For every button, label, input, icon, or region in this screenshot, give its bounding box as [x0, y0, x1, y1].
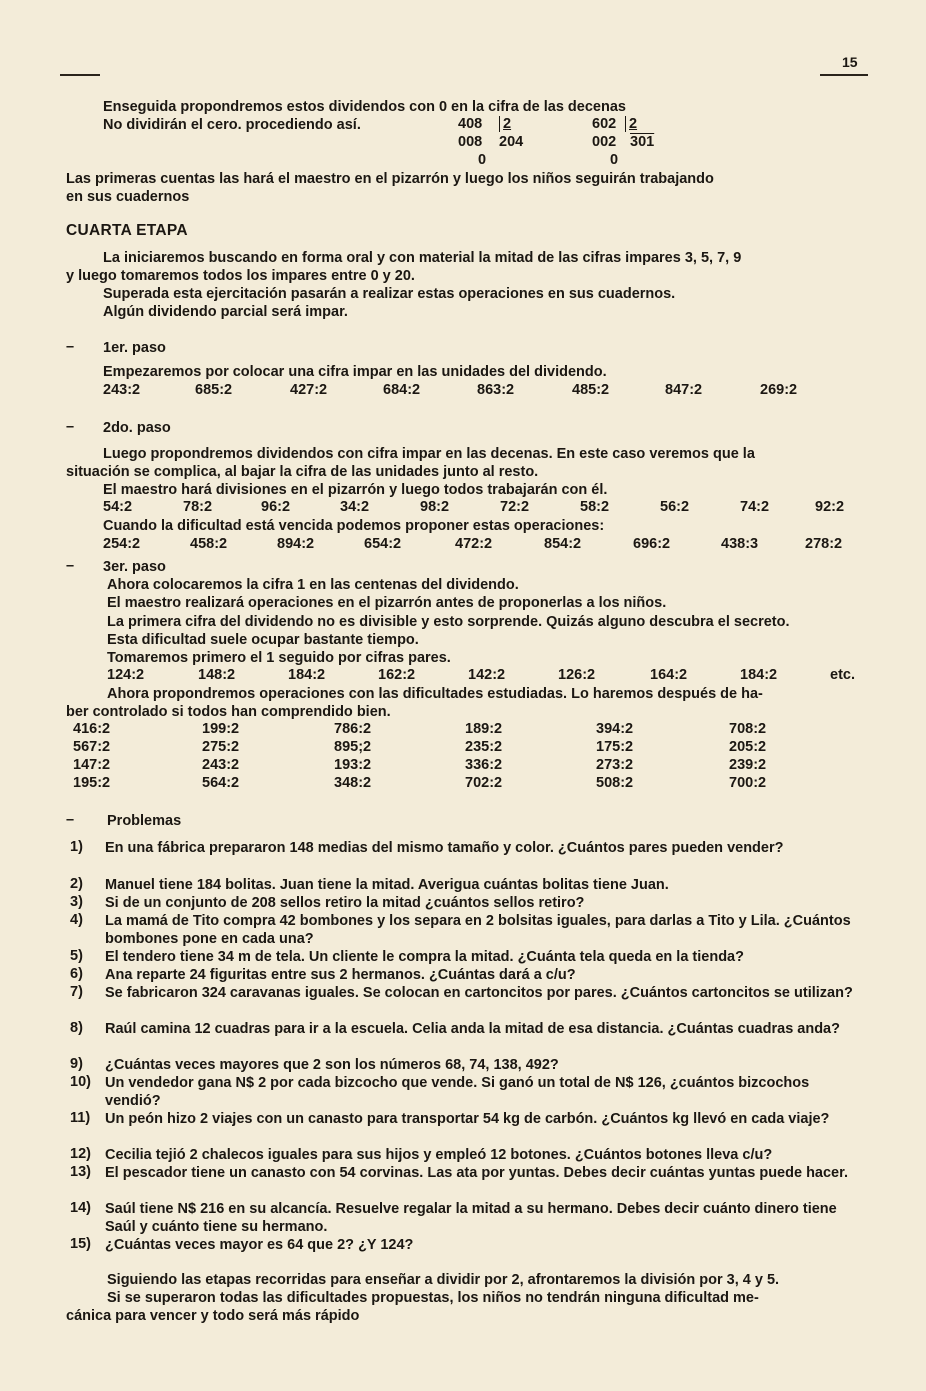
paso2-text-2: situación se complica, al bajar la cifra de las unidades junto al resto. [66, 464, 539, 480]
paso2-op: 92:2 [815, 499, 845, 515]
grid-op: 275:2 [202, 739, 240, 755]
grid-op: 895;2 [334, 739, 372, 755]
div2-quotient: 301 [630, 134, 655, 150]
closing-line-2: Si se superaron todas las dificultades propuestas, los niños no tendrán ninguna dificultad me- [107, 1290, 759, 1306]
problem-text: Saúl tiene N$ 216 en su alcancía. Resuelve regalar la mitad a su hermano. Debes decir cuánto dinero tiene Saúl y cuánto tiene su hermano. [105, 1201, 837, 1235]
problem-number: 3) [70, 894, 83, 910]
paso3-op: 126:2 [558, 667, 596, 683]
section-p3: Algún dividendo parcial será impar. [103, 304, 348, 320]
problem-text: Manuel tiene 184 bolitas. Juan tiene la mitad. Averigua cuántas bolitas tiene Juan. [105, 877, 669, 893]
paso3-op: 162:2 [378, 667, 416, 683]
grid-op: 189:2 [465, 721, 503, 737]
intro-line-1: Enseguida propondremos estos dividendos con 0 en la cifra de las decenas [103, 99, 626, 115]
problem-number: 10) [70, 1074, 91, 1090]
paso2-op: 654:2 [364, 536, 402, 552]
grid-op: 394:2 [596, 721, 634, 737]
paso2-op: 472:2 [455, 536, 493, 552]
problem-number: 1) [70, 839, 83, 855]
grid-op: 564:2 [202, 775, 240, 791]
paso2-title: 2do. paso [103, 420, 171, 436]
problem-text: En una fábrica prepararon 148 medias del mismo tamaño y color. ¿Cuántos pares pueden vender? [105, 840, 784, 856]
page-number: 15 [842, 54, 858, 70]
grid-op: 205:2 [729, 739, 767, 755]
div1-divisor: 2 [499, 116, 525, 132]
section-title: CUARTA ETAPA [66, 222, 188, 239]
paso3-op: etc. [830, 667, 855, 683]
div1-quotient: 204 [499, 134, 524, 150]
grid-op: 348:2 [334, 775, 372, 791]
problem-text: El tendero tiene 34 m de tela. Un cliente le compra la mitad. ¿Cuánta tela queda en la tienda? [105, 949, 744, 965]
paso3-text-6: Ahora propondremos operaciones con las dificultades estudiadas. Lo haremos después de ha- [107, 686, 763, 702]
paso1-op: 685:2 [195, 382, 233, 398]
paso2-op: 72:2 [500, 499, 530, 515]
closing-line-3: cánica para vencer y todo será más rápido [66, 1308, 360, 1324]
grid-op: 175:2 [596, 739, 634, 755]
paso2-op: 458:2 [190, 536, 228, 552]
paso1-op: 485:2 [572, 382, 610, 398]
problemas-title: Problemas [107, 813, 182, 829]
paso3-text-1: Ahora colocaremos la cifra 1 en las centenas del dividendo. [107, 577, 519, 593]
paso3-dash: – [66, 558, 75, 574]
paso2-op: 254:2 [103, 536, 141, 552]
intro-line-4: en sus cuadernos [66, 189, 190, 205]
problem-text: Un peón hizo 2 viajes con un canasto para transportar 54 kg de carbón. ¿Cuántos kg llevó en cada viaje? [105, 1111, 830, 1127]
paso2-op: 34:2 [340, 499, 370, 515]
paso1-op: 847:2 [665, 382, 703, 398]
grid-op: 702:2 [465, 775, 503, 791]
paso2-op: 894:2 [277, 536, 315, 552]
header-rule-right [820, 74, 868, 76]
grid-op: 239:2 [729, 757, 767, 773]
paso1-op: 243:2 [103, 382, 141, 398]
grid-op: 786:2 [334, 721, 372, 737]
paso2-op: 74:2 [740, 499, 770, 515]
section-p1b: y luego tomaremos todos los impares entre 0 y 20. [66, 268, 415, 284]
paso2-op: 54:2 [103, 499, 133, 515]
div2-step: 002 [592, 134, 617, 150]
problem-number: 14) [70, 1200, 91, 1216]
problem-number: 5) [70, 948, 83, 964]
paso3-text-5: Tomaremos primero el 1 seguido por cifras pares. [107, 650, 451, 666]
grid-op: 508:2 [596, 775, 634, 791]
problem-text: El pescador tiene un canasto con 54 corvinas. Las ata por yuntas. Debes decir cuántas yuntas puede hacer. [105, 1165, 848, 1181]
problem-number: 7) [70, 984, 83, 1000]
problemas-dash: – [66, 812, 75, 828]
problem-text: Raúl camina 12 cuadras para ir a la escuela. Celia anda la mitad de esa distancia. ¿Cuántas cuadras anda? [105, 1021, 840, 1037]
grid-op: 700:2 [729, 775, 767, 791]
div1-step: 008 [458, 134, 483, 150]
paso1-op: 684:2 [383, 382, 421, 398]
grid-op: 567:2 [73, 739, 111, 755]
problem-text: Cecilia tejió 2 chalecos iguales para sus hijos y empleó 12 botones. ¿Cuántos botones lleva c/u? [105, 1147, 773, 1163]
problem-number: 13) [70, 1164, 91, 1180]
problem-number: 6) [70, 966, 83, 982]
paso3-op: 142:2 [468, 667, 506, 683]
paso2-op: 98:2 [420, 499, 450, 515]
paso1-dash: – [66, 339, 75, 355]
paso3-op: 184:2 [740, 667, 778, 683]
problem-number: 11) [70, 1110, 91, 1126]
problem-number: 4) [70, 912, 83, 928]
header-rule-left [60, 74, 100, 76]
paso3-text-4: Esta dificultad suele ocupar bastante tiempo. [107, 632, 419, 648]
grid-op: 243:2 [202, 757, 240, 773]
paso3-op: 164:2 [650, 667, 688, 683]
paso2-op: 696:2 [633, 536, 671, 552]
problem-text: La mamá de Tito compra 42 bombones y los separa en 2 bolsitas iguales, para darlas a Tito y Lila. ¿Cuántos bombones pone en cada una? [105, 913, 851, 947]
intro-line-2: No dividirán el cero. procediendo así. [103, 117, 361, 133]
section-p2: Superada esta ejercitación pasarán a realizar estas operaciones en sus cuadernos. [103, 286, 676, 302]
paso1-op: 269:2 [760, 382, 798, 398]
div1-dividend: 408 [458, 116, 483, 132]
closing-line-1: Siguiendo las etapas recorridas para enseñar a dividir por 2, afrontaremos la división por 3, 4 y 5. [107, 1272, 780, 1288]
intro-line-3: Las primeras cuentas las hará el maestro en el pizarrón y luego los niños seguirán trabajando [66, 171, 714, 187]
grid-op: 708:2 [729, 721, 767, 737]
div2-dividend: 602 [592, 116, 617, 132]
grid-op: 193:2 [334, 757, 372, 773]
paso3-op: 124:2 [107, 667, 145, 683]
paso3-text-7: ber controlado si todos han comprendido bien. [66, 704, 391, 720]
problem-text: ¿Cuántas veces mayores que 2 son los números 68, 74, 138, 492? [105, 1057, 559, 1073]
problem-text: Se fabricaron 324 caravanas iguales. Se colocan en cartoncitos por pares. ¿Cuántos cartoncitos se utilizan? [105, 985, 853, 1001]
paso2-text-1: Luego propondremos dividendos con cifra impar en las decenas. En este caso veremos que la [103, 446, 755, 462]
paso2-op: 854:2 [544, 536, 582, 552]
paso2-op: 56:2 [660, 499, 690, 515]
paso1-text: Empezaremos por colocar una cifra impar en las unidades del dividendo. [103, 364, 607, 380]
problem-text: Si de un conjunto de 208 sellos retiro la mitad ¿cuántos sellos retiro? [105, 895, 585, 911]
problem-text: ¿Cuántas veces mayor es 64 que 2? ¿Y 124? [105, 1237, 414, 1253]
problem-text: Un vendedor gana N$ 2 por cada bizcocho que vende. Si ganó un total de N$ 126, ¿cuántos bizcochos vendió? [105, 1075, 810, 1109]
problem-number: 8) [70, 1020, 83, 1036]
paso3-text-2: El maestro realizará operaciones en el pizarrón antes de proponerlas a los niños. [107, 595, 667, 611]
grid-op: 147:2 [73, 757, 111, 773]
paso3-op: 184:2 [288, 667, 326, 683]
paso2-text-4: Cuando la dificultad está vencida podemos proponer estas operaciones: [103, 518, 605, 534]
paso2-text-3: El maestro hará divisiones en el pizarrón y luego todos trabajarán con él. [103, 482, 608, 498]
problem-number: 12) [70, 1146, 91, 1162]
div2-rest: 0 [610, 152, 619, 168]
paso2-op: 96:2 [261, 499, 291, 515]
paso2-dash: – [66, 419, 75, 435]
problem-text: Ana reparte 24 figuritas entre sus 2 hermanos. ¿Cuántas dará a c/u? [105, 967, 576, 983]
paso2-op: 438:3 [721, 536, 759, 552]
paso3-text-3: La primera cifra del dividendo no es divisible y esto sorprende. Quizás alguno descubra el secreto. [107, 614, 790, 630]
paso1-title: 1er. paso [103, 340, 166, 356]
paso1-op: 863:2 [477, 382, 515, 398]
problem-number: 15) [70, 1236, 91, 1252]
problem-number: 9) [70, 1056, 83, 1072]
grid-op: 195:2 [73, 775, 111, 791]
grid-op: 235:2 [465, 739, 503, 755]
grid-op: 336:2 [465, 757, 503, 773]
paso3-op: 148:2 [198, 667, 236, 683]
grid-op: 273:2 [596, 757, 634, 773]
grid-op: 416:2 [73, 721, 111, 737]
paso2-op: 278:2 [805, 536, 843, 552]
grid-op: 199:2 [202, 721, 240, 737]
paso2-op: 78:2 [183, 499, 213, 515]
paso3-title: 3er. paso [103, 559, 166, 575]
problem-number: 2) [70, 876, 83, 892]
paso2-op: 58:2 [580, 499, 610, 515]
div2-divisor: 2 [625, 116, 651, 132]
section-p1a: La iniciaremos buscando en forma oral y con material la mitad de las cifras impares 3, 5, 7, 9 [103, 250, 742, 266]
div1-rest: 0 [478, 152, 487, 168]
paso1-op: 427:2 [290, 382, 328, 398]
